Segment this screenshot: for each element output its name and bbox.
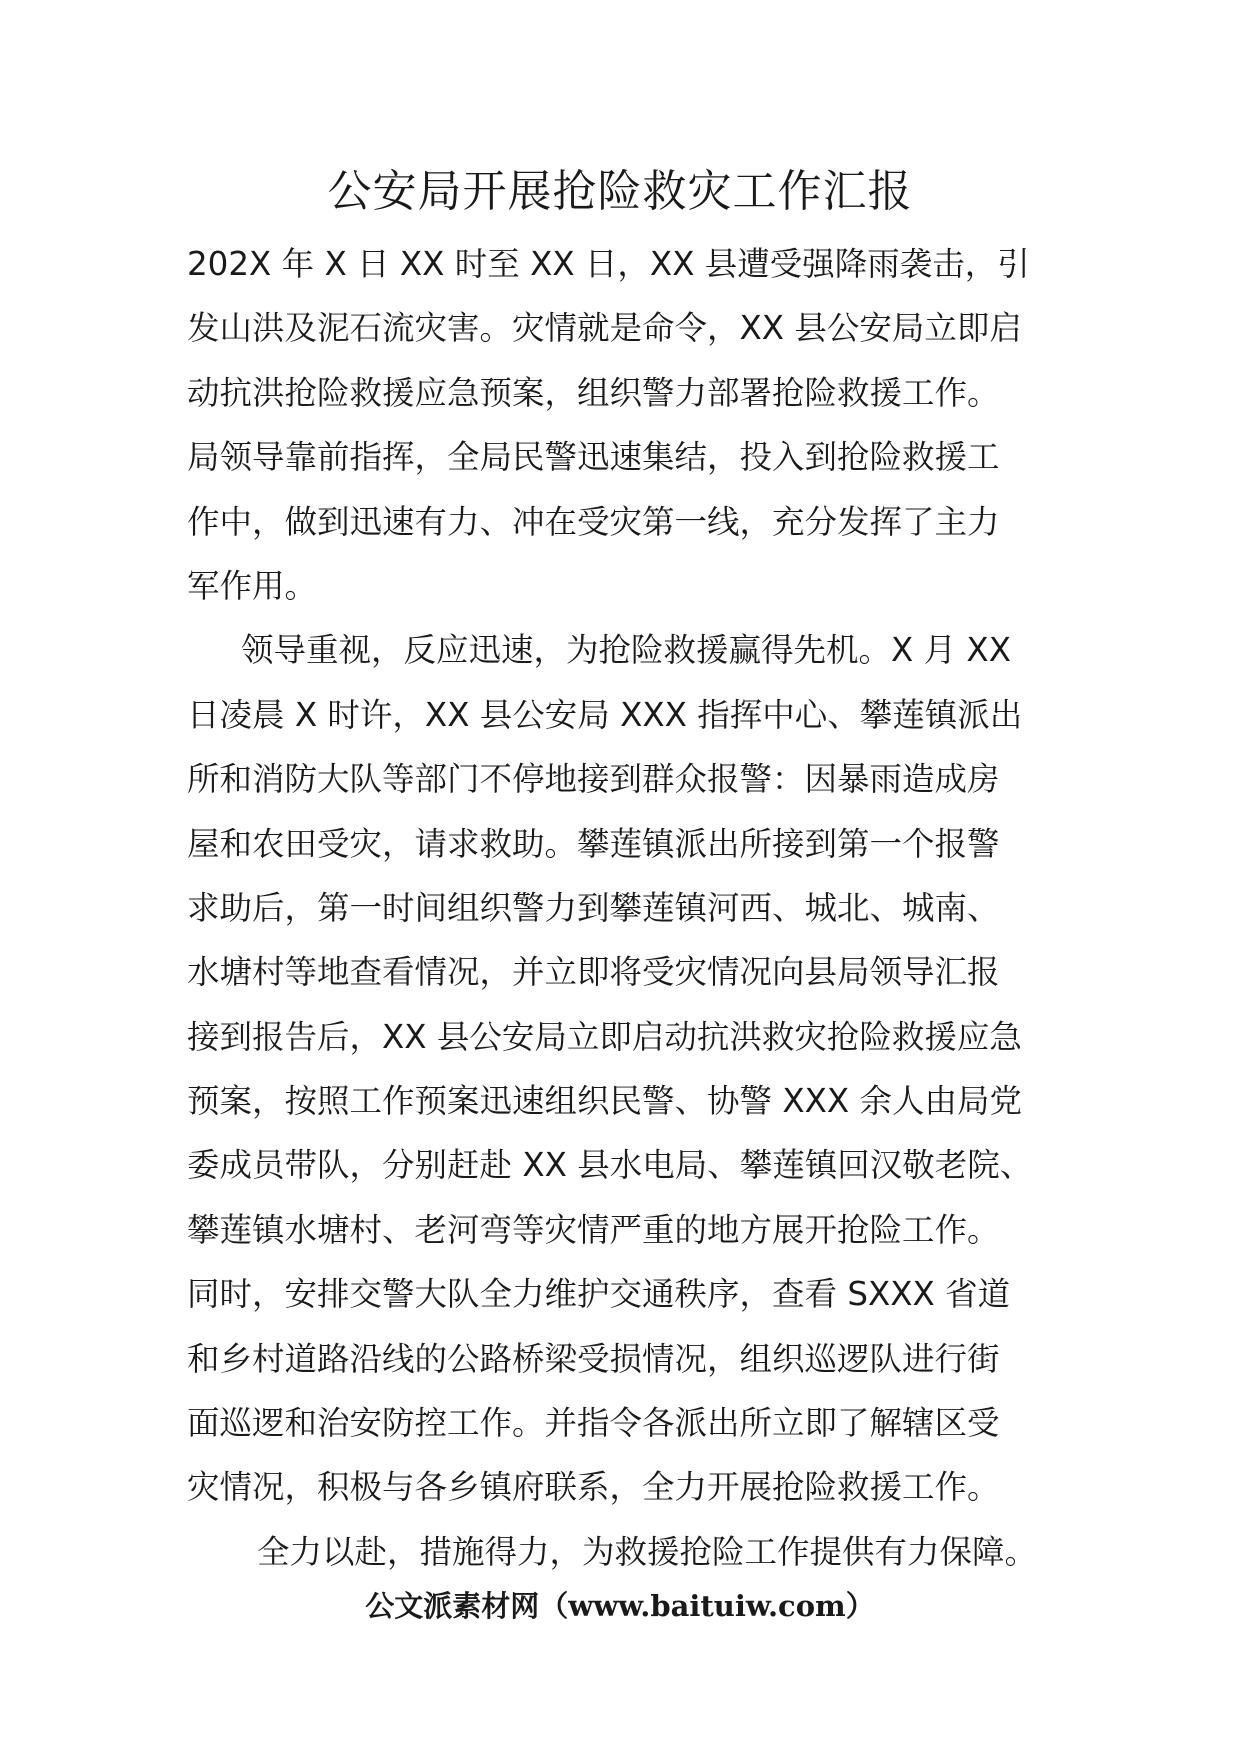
body-line-19: 面巡逻和治安防控工作。并指令各派出所立即了解辖区受 [187, 1404, 1000, 1443]
document-body [187, 232, 1057, 1584]
body-line-5: 作中，做到迅速有力、冲在受灾第一线，充分发挥了主力 [187, 502, 1000, 541]
body-line-9: 所和消防大队等部门不停地接到群众报警：因暴雨造成房 [187, 760, 1000, 799]
body-line-12: 水塘村等地查看情况，并立即将受灾情况向县局领导汇报 [187, 953, 1000, 992]
body-line-2: 发山洪及泥石流灾害。灾情就是命令，XX 县公安局立即启 [187, 309, 1022, 348]
document-title: 公安局开展抢险救灾工作汇报 [327, 166, 913, 217]
body-line-13: 接到报告后，XX 县公安局立即启动抗洪救灾抢险救援应急 [187, 1017, 1022, 1056]
body-line-20: 灾情况，积极与各乡镇府联系，全力开展抢险救援工作。 [187, 1468, 1000, 1507]
body-line-17: 同时，安排交警大队全力维护交通秩序，查看 SXXX 省道 [187, 1275, 1011, 1314]
body-line-15: 委成员带队，分别赶赴 XX 县水电局、攀莲镇回汉敬老院、 [187, 1146, 1033, 1185]
section-heading-1: 领导重视，反应迅速，为抢险救援赢得先机。X 月 XX [241, 631, 1011, 670]
body-line-4: 局领导靠前指挥，全局民警迅速集结，投入到抢险救援工 [187, 438, 1000, 477]
body-line-3: 动抗洪抢险救援应急预案，组织警力部署抢险救援工作。 [187, 373, 1000, 412]
footer-source: 公文派素材网（www.baituiw.com） [365, 1589, 875, 1623]
body-line-18: 和乡村道路沿线的公路桥梁受损情况，组织巡逻队进行街 [187, 1339, 1000, 1378]
body-line-8: 日凌晨 X 时许，XX 县公安局 XXX 指挥中心、攀莲镇派出 [187, 695, 1023, 734]
body-line-10: 屋和农田受灾，请求救助。攀莲镇派出所接到第一个报警 [187, 824, 1000, 863]
body-line-14: 预案，按照工作预案迅速组织民警、协警 XXX 余人由局党 [187, 1082, 1022, 1121]
body-line-6: 军作用。 [187, 566, 318, 605]
section-heading-2: 全力以赴，措施得力，为救援抢险工作提供有力保障。 [257, 1532, 1038, 1571]
body-line-16: 攀莲镇水塘村、老河弯等灾情严重的地方展开抢险工作。 [187, 1210, 1000, 1249]
body-line-11: 求助后，第一时间组织警力到攀莲镇河西、城北、城南、 [187, 888, 1000, 927]
body-line-1: 202X 年 X 日 XX 时至 XX 日，XX 县遭受强降雨袭击，引 [187, 245, 1030, 283]
